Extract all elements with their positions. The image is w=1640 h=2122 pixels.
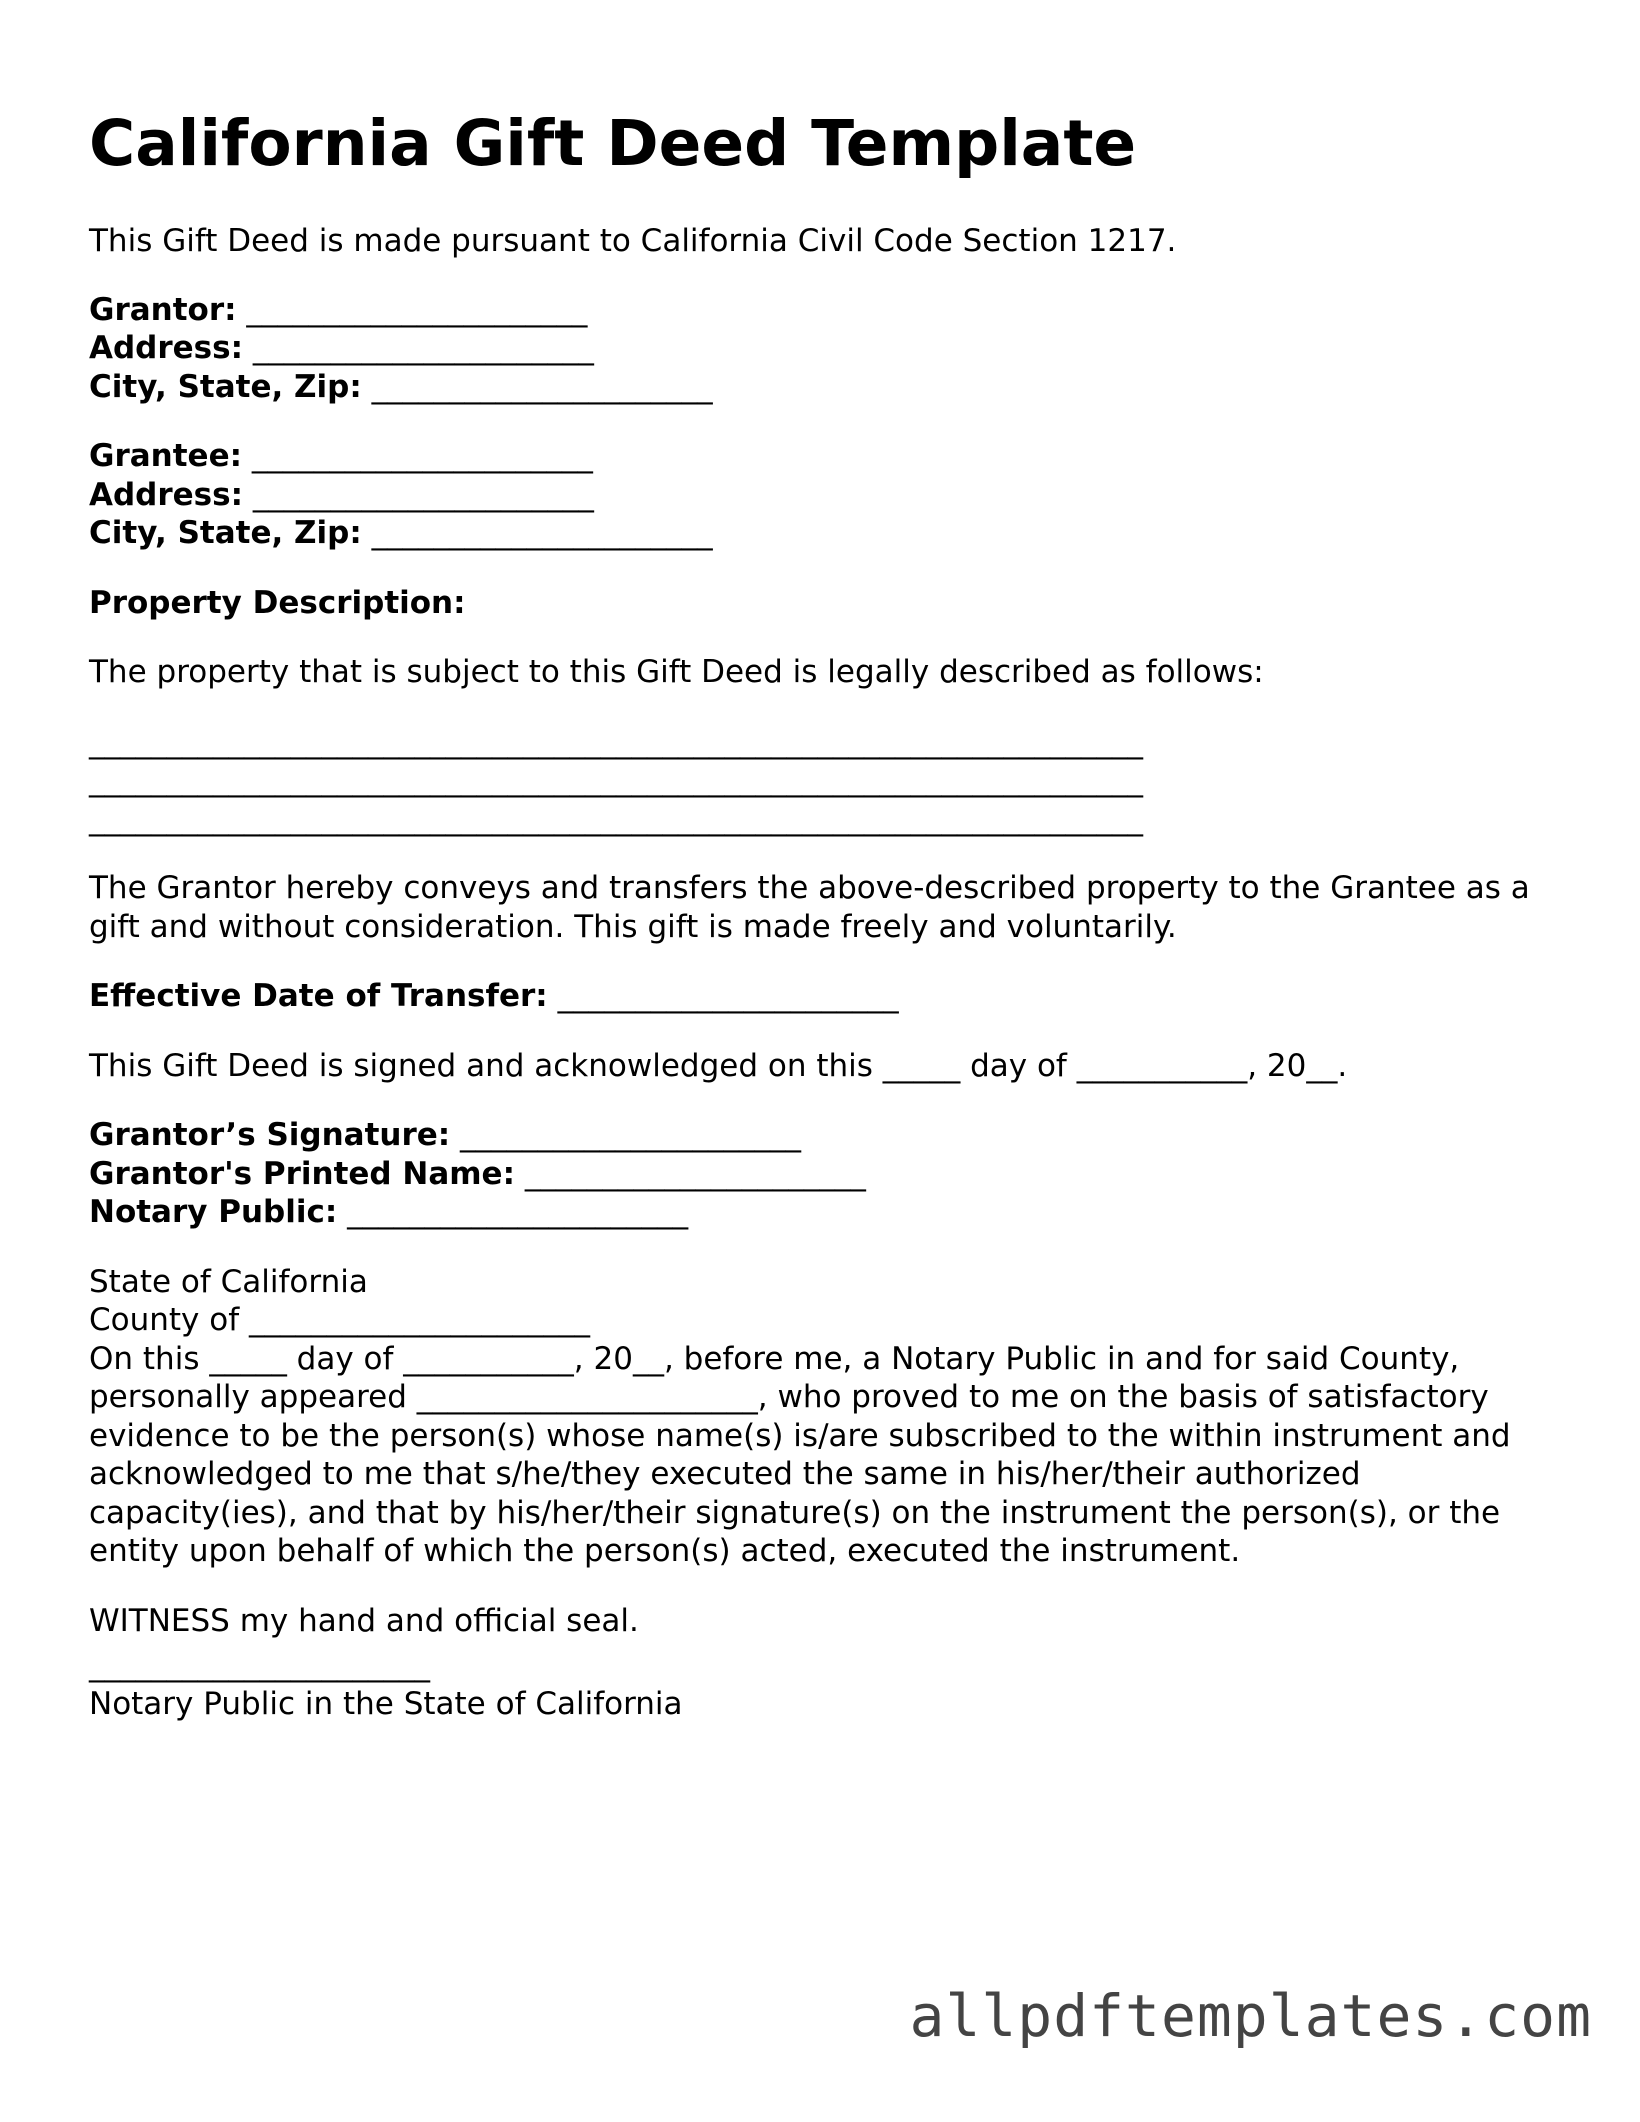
notary-caption: Notary Public in the State of California xyxy=(89,1685,683,1722)
grantee-name-blank: ______________________ xyxy=(251,438,593,475)
grantee-address-label: Address: xyxy=(89,476,243,513)
grantor-printed-name-row xyxy=(89,1155,1569,1194)
effective-date-row xyxy=(89,977,1569,1016)
state-line: State of California xyxy=(89,1263,368,1300)
grantee-name-row xyxy=(89,437,1569,476)
signature-section xyxy=(89,1116,1569,1232)
property-text: The property that is subject to this Gift Deed is legally described as follows: xyxy=(89,654,1264,691)
notary-public-blank: ______________________ xyxy=(347,1194,689,1231)
grantee-address-row xyxy=(89,476,1569,515)
grantee-address-blank: ______________________ xyxy=(252,476,594,513)
property-line: ____________________________________________________________________ xyxy=(89,723,1143,760)
grantee-name-label: Grantee: xyxy=(89,438,242,475)
grantor-csz-blank: ______________________ xyxy=(371,368,713,405)
grantor-signature-label: Grantor’s Signature: xyxy=(89,1117,451,1154)
property-line: ____________________________________________________________________ xyxy=(89,800,1143,837)
grantor-address-blank: ______________________ xyxy=(252,330,594,367)
site-watermark: allpdftemplates.com xyxy=(909,1982,1592,2050)
property-heading: Property Description: xyxy=(89,584,466,621)
grantor-printed-name-blank: ______________________ xyxy=(524,1155,866,1192)
grantor-address-row xyxy=(89,329,1569,368)
grantee-csz-blank: ______________________ xyxy=(371,515,713,552)
grantor-name-row xyxy=(89,291,1569,330)
grantor-csz-label: City, State, Zip: xyxy=(89,368,362,405)
document-title: California Gift Deed Template xyxy=(89,107,1137,180)
grantee-csz-label: City, State, Zip: xyxy=(89,515,362,552)
notary-signature-block xyxy=(89,1646,1569,1723)
grantee-csz-row xyxy=(89,514,1569,553)
witness-text: WITNESS my hand and official seal. xyxy=(89,1602,639,1639)
property-line: ____________________________________________________________________ xyxy=(89,762,1143,799)
grantor-printed-name-label: Grantor's Printed Name: xyxy=(89,1155,515,1192)
intro-text: This Gift Deed is made pursuant to California Civil Code Section 1217. xyxy=(89,222,1177,259)
grantee-section xyxy=(89,437,1569,553)
grantor-address-label: Address: xyxy=(89,330,243,367)
conveyance-text: The Grantor hereby conveys and transfers the above-described property to the Grantee as a gift and without consideration. This gift is made freely and voluntarily. xyxy=(89,870,1530,945)
notary-signature-blank: ______________________ xyxy=(89,1647,430,1684)
effective-date-label: Effective Date of Transfer: xyxy=(89,978,548,1015)
signed-text: This Gift Deed is signed and acknowledged on this _____ day of ___________, 20__. xyxy=(89,1047,1348,1084)
notary-acknowledgment xyxy=(89,1263,1569,1571)
grantor-section xyxy=(89,291,1569,407)
property-blank-lines xyxy=(89,723,1569,839)
effective-date-blank: ______________________ xyxy=(557,978,899,1015)
grantor-signature-blank: ______________________ xyxy=(460,1117,802,1154)
grantor-signature-row xyxy=(89,1116,1569,1155)
acknowledgment-text: On this _____ day of ___________, 20__, before me, a Notary Public in and for said County, personally appeared ______________________, who proved to me on the basis of satisfactory evidence to be the person(s) whose name(s) is/are subscribed to the within instrument and acknowledged to me that s/he/they executed the same in his/her/their authorized capacity(ies), and that by his/her/their signature(s) on the instrument the person(s), or the entity upon behalf of which the person(s) acted, executed the instrument. xyxy=(89,1340,1511,1570)
grantor-name-blank: ______________________ xyxy=(246,291,588,328)
grantor-csz-row xyxy=(89,368,1569,407)
county-line: County of ______________________ xyxy=(89,1302,590,1339)
document-page xyxy=(89,106,1569,1723)
notary-public-row xyxy=(89,1193,1569,1232)
grantor-name-label: Grantor: xyxy=(89,291,237,328)
notary-public-label: Notary Public: xyxy=(89,1194,338,1231)
